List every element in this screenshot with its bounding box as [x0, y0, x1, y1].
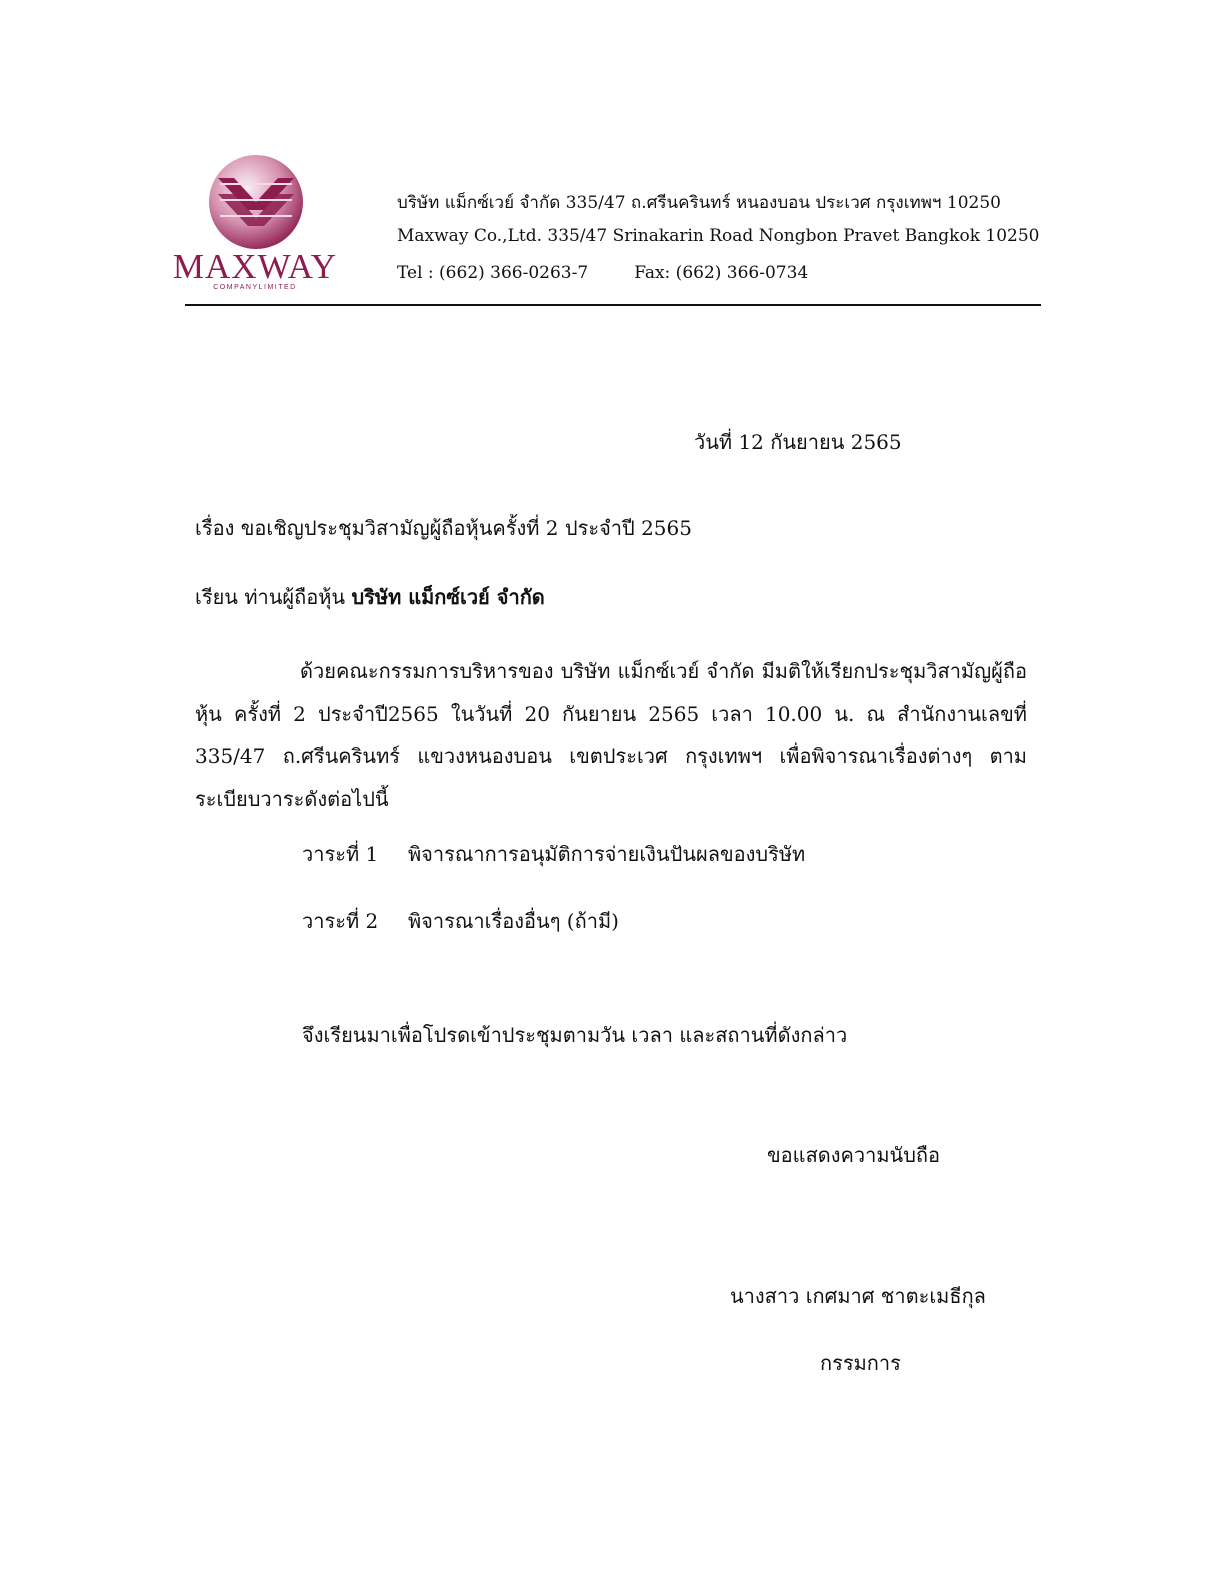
- agenda-text: พิจารณาการอนุมัติการจ่ายเงินปันผลของบริษัท: [408, 842, 806, 866]
- salutation-prefix: เรียน ท่านผู้ถือหุ้น: [195, 585, 352, 609]
- agenda-item: [302, 838, 805, 870]
- letterhead-divider: [185, 304, 1041, 306]
- signer-name: นางสาว เกศมาศ ชาตะเมธีกุล: [730, 1284, 986, 1308]
- address-thai: บริษัท แม็กซ์เวย์ จำกัด 335/47 ถ.ศรีนครินทร์ หนองบอน ประเวศ กรุงเทพฯ 10250: [397, 193, 1001, 213]
- letter-salutation: [195, 581, 545, 613]
- agenda-item: [302, 905, 619, 937]
- logo-wordmark: MAXWAY: [172, 247, 338, 286]
- company-logo: [160, 150, 350, 292]
- salutation-company: บริษัท แม็กซ์เวย์ จำกัด: [351, 585, 545, 609]
- letter-regards: ขอแสดงความนับถือ: [767, 1143, 941, 1167]
- letter-closing: จึงเรียนมาเพื่อโปรดเข้าประชุมตามวัน เวลา และสถานที่ดังกล่าว: [302, 1023, 848, 1047]
- contact-line: [397, 263, 808, 283]
- agenda-number: วาระที่ 2: [302, 909, 379, 933]
- agenda-number: วาระที่ 1: [302, 842, 379, 866]
- telephone: Tel : (662) 366-0263-7: [397, 263, 589, 283]
- signer-title: กรรมการ: [820, 1351, 901, 1375]
- fax: Fax: (662) 366-0734: [634, 263, 809, 283]
- agenda-text: พิจารณาเรื่องอื่นๆ (ถ้ามี): [408, 909, 619, 933]
- address-english: Maxway Co.,Ltd. 335/47 Srinakarin Road Nongbon Pravet Bangkok 10250: [397, 226, 1040, 246]
- letter-subject: เรื่อง ขอเชิญประชุมวิสามัญผู้ถือหุ้นครั้งที่ 2 ประจำปี 2565: [195, 516, 692, 540]
- letter-body-paragraph: ด้วยคณะกรรมการบริหารของ บริษัท แม็กซ์เวย์ จำกัด มีมติให้เรียกประชุมวิสามัญผู้ถือหุ้น ครั้งที่ 2 ประจำปี2565 ในวันที่ 20 กันยายน 2565 เวลา 10.00 น. ณ สำนักงานเลขที่ 335/47 ถ.ศรีนครินทร์ แขวงหนองบอน เขตประเวศ กรุงเทพฯ เพื่อพิจารณาเรื่องต่างๆ ตามระเบียบวาระดังต่อไปนี้: [195, 659, 1027, 811]
- logo-subtext: COMPANYLIMITED: [213, 284, 297, 291]
- letter-date: วันที่ 12 กันยายน 2565: [694, 430, 902, 454]
